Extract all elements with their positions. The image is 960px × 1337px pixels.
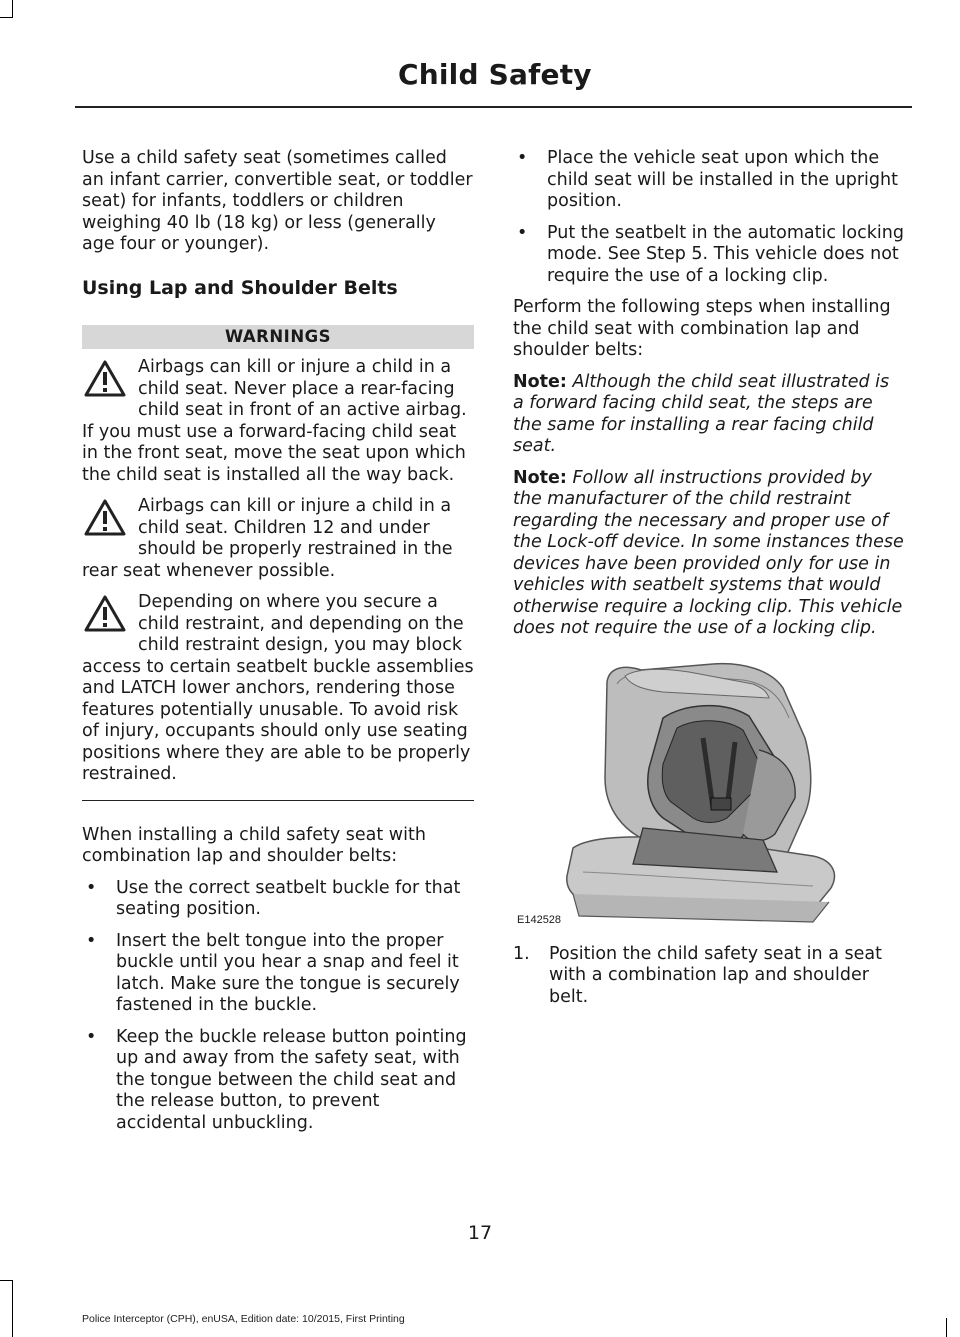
header-divider <box>75 106 912 108</box>
list-item-text: Keep the buckle release button pointing up and away from the safety seat, with the tongue between the child seat and the release button, to prevent accidental unbuckling. <box>116 1026 467 1133</box>
warning-item <box>82 357 474 486</box>
note-text: Follow all instructions provided by the manufacturer of the child restraint regarding the necessary and proper use of the Lock-off device. In some instances these devices have been provided only for use in vehicles with seatbelt systems that would otherwise require a locking clip. This vehicle does not require the use of a locking clip. <box>513 467 904 638</box>
bullet-symbol: • <box>86 877 97 898</box>
list-item <box>82 878 474 921</box>
page-number: 17 <box>467 1222 493 1244</box>
bullet-symbol: • <box>86 1026 97 1047</box>
list-item <box>82 931 474 1017</box>
crop-mark <box>946 1318 947 1337</box>
list-item-text: Put the seatbelt in the automatic locking mode. See Step 5. This vehicle does not require the use of a locking clip. <box>547 222 904 286</box>
figure-code: E142528 <box>517 913 562 926</box>
warnings-box <box>82 325 474 801</box>
step-number: 1. <box>513 943 530 964</box>
bullet-list <box>82 878 474 1135</box>
warning-text: Airbags can kill or injure a child in a child seat. Children 12 and under should be properly restrained in the rear seat whenever possible. <box>82 496 453 581</box>
bullet-list <box>513 148 905 287</box>
list-item <box>513 148 905 213</box>
installing-intro: When installing a child safety seat with combination lap and shoulder belts: <box>82 824 426 866</box>
step-text: Position the child safety seat in a seat with a combination lap and shoulder belt. <box>549 943 882 1007</box>
note <box>513 372 905 458</box>
steps-intro: Perform the following steps when installing the child seat with combination lap and shoulder belts: <box>513 297 891 360</box>
steps-list <box>513 944 905 1009</box>
crop-mark <box>0 1280 12 1281</box>
warning-item <box>82 496 474 582</box>
list-item <box>513 223 905 288</box>
intro-paragraph: Use a child safety seat (sometimes called an infant carrier, convertible seat, or toddler seat) for infants, toddlers or children weighing 40 lb (18 kg) or less (generally age four or younger). <box>82 148 473 254</box>
warnings-divider <box>82 800 474 801</box>
note-label: Note: <box>513 467 567 488</box>
page-title: Child Safety <box>398 58 592 91</box>
bullet-symbol: • <box>86 930 97 951</box>
warnings-title: WARNINGS <box>82 325 474 349</box>
note <box>513 468 905 640</box>
note-text: Although the child seat illustrated is a forward facing child seat, the steps are the same for installing a rear facing child seat. <box>513 371 890 456</box>
warning-text: Airbags can kill or injure a child in a child seat. Never place a rear-facing child seat in front of an active airbag. If you must use a forward-facing child seat in the front seat, move the seat upon which the child seat is installed all the way back. <box>82 357 467 485</box>
child-seat-drawing <box>513 658 905 928</box>
note-label: Note: <box>513 371 567 392</box>
left-column <box>82 148 474 1144</box>
crop-mark <box>12 0 13 18</box>
list-item-text: Place the vehicle seat upon which the child seat will be installed in the upright position. <box>547 148 898 211</box>
right-column <box>513 148 905 1008</box>
warning-triangle-icon <box>84 594 126 634</box>
bullet-symbol: • <box>517 222 528 243</box>
step-item <box>513 944 905 1009</box>
warning-triangle-icon <box>84 498 126 538</box>
section-heading: Using Lap and Shoulder Belts <box>82 276 398 299</box>
list-item-text: Insert the belt tongue into the proper buckle until you hear a snap and feel it latch. Make sure the tongue is securely fastened in the buckle. <box>116 930 460 1015</box>
warning-item <box>82 592 474 786</box>
crop-mark <box>0 17 12 18</box>
bullet-symbol: • <box>517 148 528 168</box>
warning-triangle-icon <box>84 359 126 399</box>
child-seat-illustration <box>513 658 905 928</box>
crop-mark <box>12 1280 13 1337</box>
list-item-text: Use the correct seatbelt buckle for that seating position. <box>116 877 461 919</box>
footer: Police Interceptor (CPH), enUSA, Edition date: 10/2015, First Printing <box>82 1313 405 1325</box>
warning-text: Depending on where you secure a child restraint, and depending on the child restraint design, you may block access to certain seatbelt buckle assemblies and LATCH lower anchors, rendering those features potentially unusable. To avoid risk of injury, occupants should only use seating positions where they are able to be properly restrained. <box>82 592 474 784</box>
list-item <box>82 1027 474 1135</box>
